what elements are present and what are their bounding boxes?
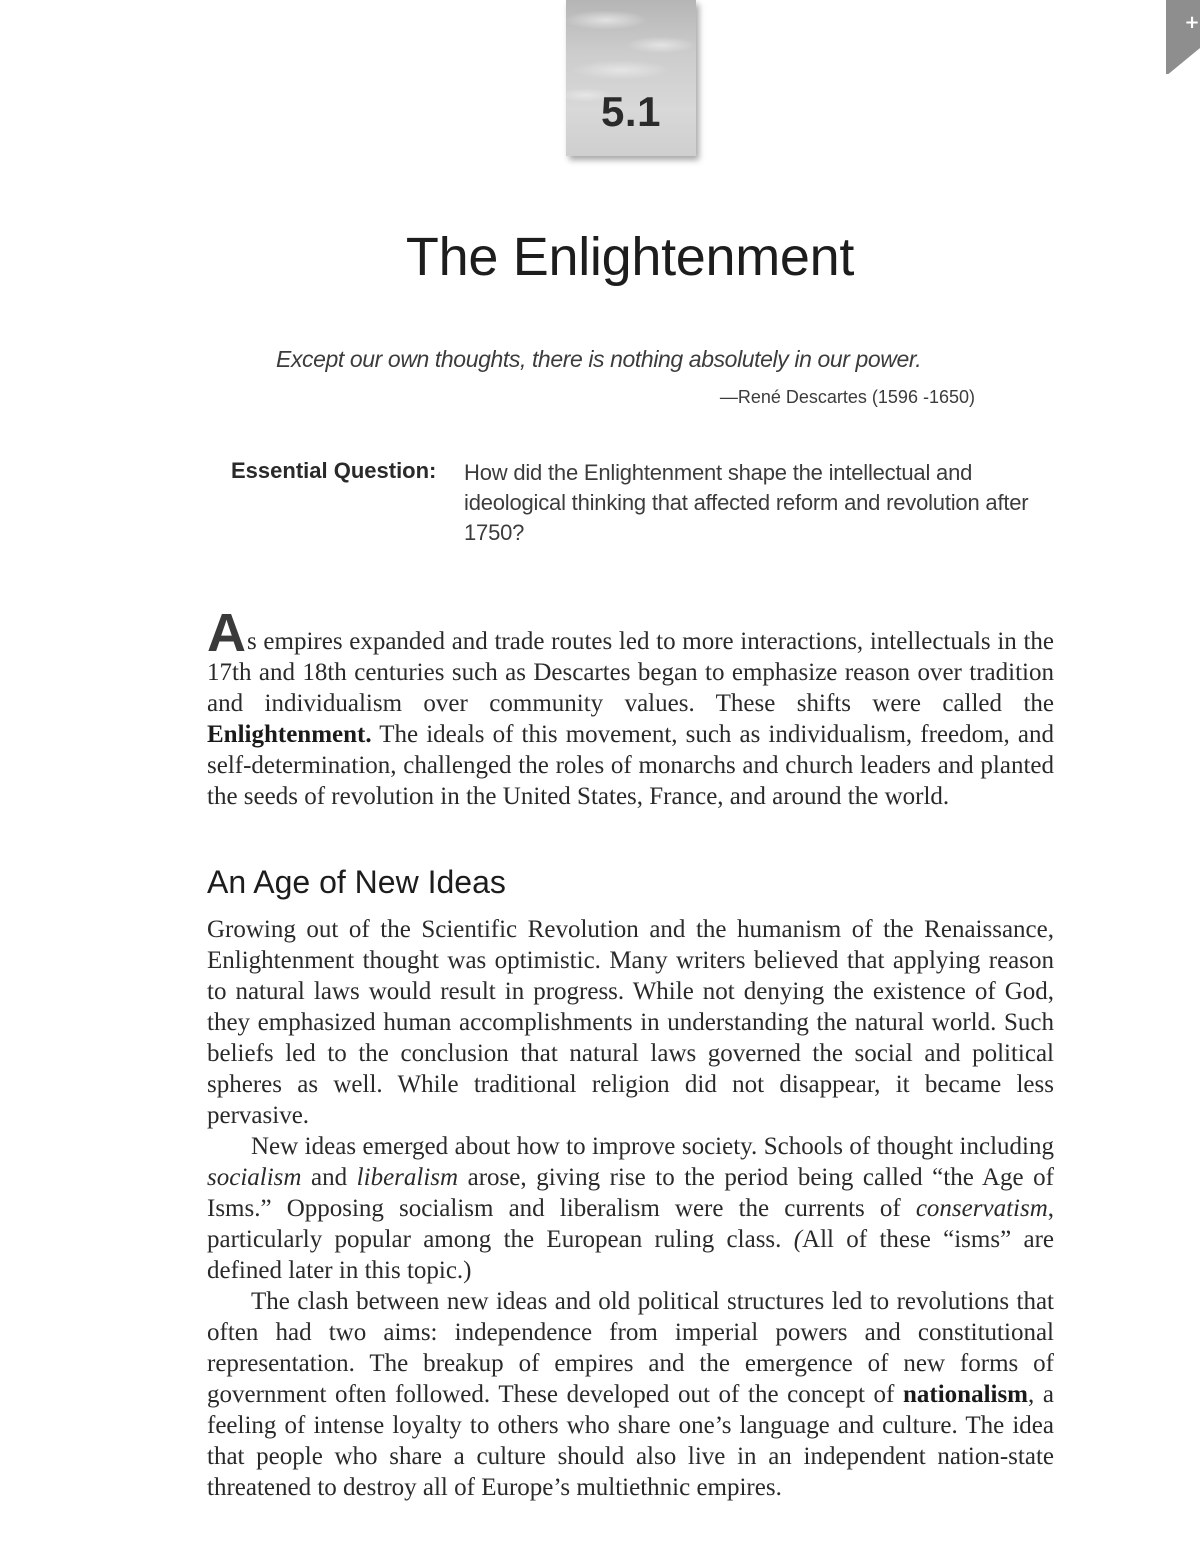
intro-text-b: The ideals of this movement, such as individualism, freedom, and self-determination, challenged the roles of monarchs and church leaders and planted the seeds of revolution in the United States, France, and around the world. xyxy=(207,721,1054,810)
paragraph-3 xyxy=(207,1286,1054,1503)
p2-term-conservatism: conservatism xyxy=(915,1195,1048,1222)
p2-text-c: arose, giving rise to the period being called “the Age of Isms.” Opposing socialism and liberalism were the currents of xyxy=(207,1164,1054,1222)
intro-text-a: s empires expanded and trade routes led to more interactions, intellectuals in the 17th and 18th centuries such as Descartes began to emphasize reason over tradition and individualism over community values. These shifts were called the xyxy=(207,628,1054,717)
drop-cap: A xyxy=(207,603,246,663)
section-heading: An Age of New Ideas xyxy=(207,864,506,900)
section-number: 5.1 xyxy=(601,88,661,135)
p2-term-socialism: socialism xyxy=(207,1164,302,1191)
p3-text-a: The clash between new ideas and old political structures led to revolutions that often had two aims: independence from imperial powers and constitutional representation. The breakup of empires and the emergence of new forms of government often followed. These developed out of the concept of xyxy=(207,1288,1054,1408)
epigraph-attribution: —René Descartes (1596 -1650) xyxy=(719,387,975,407)
p3-term-nationalism: nationalism xyxy=(902,1381,1029,1408)
plus-icon[interactable]: + xyxy=(1184,12,1200,33)
paragraph-1: Growing out of the Scientific Revolution and the humanism of the Renaissance, Enlightenment thought was optimistic. Many writers believed that applying reason to natural laws would result in progress. While not denying the existence of God, they emphasized human accomplishments in understanding the natural world. Such beliefs led to the conclusion that natural laws governed the social and political spheres as well. While traditional religion did not disappear, it became less pervasive. xyxy=(207,916,1054,1129)
p2-text-e: All of these “isms” are defined later in this topic.) xyxy=(207,1226,1054,1284)
p3-text-b: , a feeling of intense loyalty to others who share one’s language and culture. The idea that people who share a culture should also live in an independent nation-state threatened to destroy all of Europe’s multiethnic empires. xyxy=(207,1381,1054,1501)
essential-question-label: Essential Question: xyxy=(231,458,437,483)
paragraph-2 xyxy=(207,1131,1054,1286)
page-title: The Enlightenment xyxy=(405,227,855,287)
p2-open-paren: ( xyxy=(793,1226,803,1253)
bookmark-notch xyxy=(1166,48,1200,76)
p2-text-b: and xyxy=(301,1164,357,1191)
section-body xyxy=(207,914,1054,1503)
p2-text-a: New ideas emerged about how to improve society. Schools of thought including xyxy=(251,1133,1054,1160)
epigraph-quote: Except our own thoughts, there is nothing absolutely in our power. xyxy=(276,346,922,372)
p2-term-liberalism: liberalism xyxy=(356,1164,459,1191)
section-badge xyxy=(566,0,696,156)
essential-question-text: How did the Enlightenment shape the intellectual and ideological thinking that affected reform and revolution after 1750? xyxy=(464,460,1029,545)
p2-text-d: , particularly popular among the European ruling class. xyxy=(207,1195,1054,1253)
intro-paragraph xyxy=(207,603,1054,812)
intro-bold-term: Enlightenment. xyxy=(207,721,372,748)
